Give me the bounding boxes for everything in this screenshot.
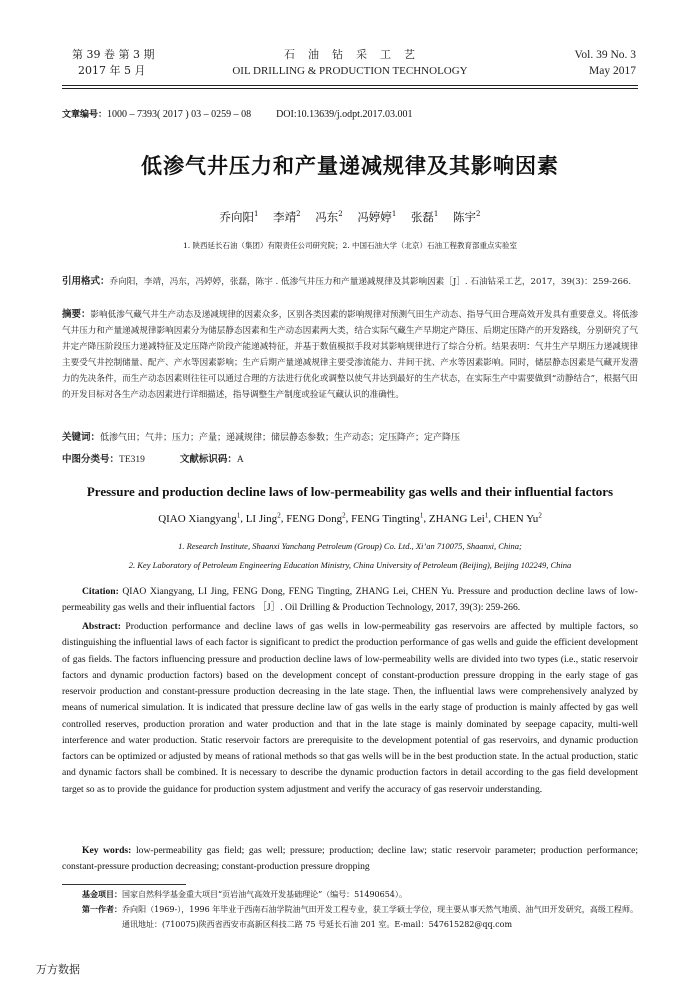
- abstract-cn-label: 摘要：: [62, 309, 91, 320]
- date-en: May 2017: [589, 65, 636, 77]
- author-cn: 冯东$^2$: [315, 210, 343, 224]
- footnote-fund: [62, 887, 638, 902]
- keywords-en-text: low-permeability gas field; gas well; pressure; production; decline law; static reservoir parameter; production performance; constant-pressure production decreasing; constant-production pressure dropping: [62, 845, 638, 873]
- author-en: FENG Tingting$^1$: [351, 511, 424, 525]
- author-en: QIAO Xiangyang$^1$: [158, 511, 241, 525]
- classification-cn: [62, 452, 244, 468]
- citation-cn-label: 引用格式：: [62, 276, 110, 287]
- author-cn: 乔向阳$^1$: [219, 210, 259, 224]
- journal-name-cn: 石 油 钻 采 工 艺: [284, 48, 416, 61]
- doc-code-value: A: [236, 455, 244, 465]
- clc-value: TE319: [119, 455, 145, 465]
- first-author-text: 乔向阳（1969-），1996 年毕业于西南石油学院油气田开发工程专业，获工学硕士学位，现主要从事天然气地质、油气田开发研究，高级工程师。通讯地址：(710075)陕西省西安市高新区科技二路 75 号延长石油 201 室。E-mail：547615282@qq.com: [122, 905, 638, 929]
- footnote-rule: [62, 884, 186, 885]
- first-author-label: 第一作者：: [82, 905, 122, 914]
- clc-label: 中图分类号：: [62, 454, 120, 465]
- affiliation-cn: 1. 陕西延长石油（集团）有限责任公司研究院；2. 中国石油大学（北京）石油工程教育部重点实验室: [182, 241, 518, 250]
- header-rule-thin: [62, 88, 638, 89]
- journal-name: [200, 47, 500, 79]
- doi: DOI:10.13639/j.odpt.2017.03.001: [276, 109, 413, 120]
- doc-code-label: 文献标识码：: [179, 454, 237, 465]
- citation-en: [62, 584, 638, 616]
- authors-en: QIAO Xiangyang$^1$, LI Jing$^2$, FENG Dong$^2$, FENG Tingting$^1$, ZHANG Lei$^1$, CHEN Yu$^2$: [158, 511, 542, 525]
- keywords-en-label: Key words:: [82, 845, 132, 856]
- affiliation-en-line: 2. Key Laboratory of Petroleum Engineering Education Ministry, China University of Petroleum (Beijing), Beijing 102249, China: [128, 560, 572, 570]
- watermark: 万方数据: [36, 963, 80, 976]
- abstract-cn-text: 影响低渗气藏气井生产动态及递减规律的因素众多，区别各类因素的影响规律对预测气田生产动态、指导气田合理高效开发具有重要意义。将低渗气井压力和产量递减规律影响因素分为储层静态因素和生产动态因素两大类，结合实际气藏生产早期定产降压、后期定压降产的开发路线，分别研究了气井定产降压阶段压力递减特征及定压降产阶段产能递减特征，并基于数值模拟手段对其影响规律进行了综合分析。结果表明：气井生产早期压力递减规律主要受气井控制储量、配产、产水等因素影响；生产后期产量递减规律主要受渗流能力、井间干扰、产水等因素影响。同时，储层静态因素是气藏开发潜力的先决条件，而生产动态因素则往往可以通过合理的方法进行优化或调整以使气井达到最好的生产状态，在实际生产中需要做到“动静结合”，根据气田的开发目标对各生产动态因素进行详细描述，指导调整生产制度或验证气藏认识的准确性。: [62, 310, 638, 400]
- volume-issue-cn: [72, 47, 154, 79]
- footnote-author: [62, 902, 638, 932]
- abstract-en-text: Production performance and decline laws of gas wells in low-permeability gas reservoirs are affected by multiple factors, so distinguishing the influential laws of each factor is significant to predict the production performance of gas wells and guide the efficient development of gas fields. The factors influencing pressure and production decline laws of low-permeability wells are divided into two types (i.e., static reservoir factors and dynamic production factors) based on the development concept of constant-production pressure dropping in the early stage of gas reservoir production and constant-pressure production decreasing in the late stage. Then, the influential laws were comprehensively analyzed by means of numerical simulation. It is indicated that pressure decline law of gas wells in the early stage of production is mainly affected by gas well controlled reserves, production proration and water production and that in the late stage is mainly dominated by seepage capacity, multi-well interference and water production. Static reservoir factors are prerequisite to the development potential of gas reservoirs, and dynamic production factors can be optimized or adjusted by means of rational methods so that gas wells will be in the best production state. In the actual production, static and dynamic factors shall be combined. It is necessary to describe the dynamic production factors in detail according to the gas field development target so as to provide the guidance for production system adjustment and verify the accuracy of gas reservoir understanding.: [62, 621, 639, 795]
- author-cn: 李靖$^2$: [273, 210, 301, 224]
- article-meta: [62, 108, 412, 122]
- volume-en: Vol. 39 No. 3: [574, 49, 636, 61]
- author-en: CHEN Yu$^2$: [493, 511, 542, 525]
- abstract-en: [62, 619, 638, 798]
- citation-en-text: QIAO Xiangyang, LI Jing, FENG Dong, FENG Tingting, ZHANG Lei, CHEN Yu. Pressure and production decline laws of low-permeability gas wells and their influential factors ［J］. Oil Drilling & Production Technology, 2017, 39(3): 259-266.: [62, 586, 638, 614]
- author-en: FENG Dong$^2$: [286, 511, 346, 525]
- author-cn: 张磊$^1$: [410, 210, 439, 224]
- affiliation-en-line: 1. Research Institute, Shaanxi Yanchang Petroleum (Group) Co. Ltd., Xi’an 710075, Shaanxi, China;: [178, 541, 522, 551]
- article-no: 1000 – 7393( 2017 ) 03 – 0259 – 08: [107, 109, 252, 120]
- abstract-en-label: Abstract:: [82, 621, 121, 632]
- header-rule-thick: [62, 85, 638, 86]
- title-en: Pressure and production decline laws of low-permeability gas wells and their influential factors: [86, 484, 614, 499]
- fund-label: 基金项目：: [82, 890, 122, 899]
- article-no-label: 文章编号：: [62, 110, 108, 120]
- citation-cn: [62, 274, 638, 290]
- keywords-cn-text: 低渗气田；气井；压力；产量；递减规律；储层静态参数；生产动态；定压降产；定产降压: [100, 433, 461, 443]
- affiliation-en: [0, 537, 700, 575]
- author-en: ZHANG Lei$^1$: [428, 511, 489, 525]
- authors-cn: [0, 209, 700, 225]
- author-cn: 陈宇$^2$: [453, 210, 481, 224]
- journal-name-en: OIL DRILLING & PRODUCTION TECHNOLOGY: [232, 65, 468, 77]
- title-cn: 低渗气井压力和产量递减规律及其影响因素: [141, 154, 559, 178]
- citation-en-label: Citation:: [82, 586, 119, 597]
- keywords-en: [62, 843, 638, 875]
- volume-cn: 第 39 卷 第 3 期: [72, 48, 155, 61]
- date-cn: 2017 年 5 月: [78, 64, 146, 77]
- keywords-cn: [62, 430, 638, 446]
- keywords-cn-label: 关键词：: [62, 432, 101, 443]
- author-cn: 冯婷婷$^1$: [357, 210, 397, 224]
- author-en: LI Jing$^2$: [245, 511, 281, 525]
- volume-issue-en: [575, 47, 636, 79]
- citation-cn-text: 乔向阳，李靖，冯东，冯婷婷，张磊，陈宇 . 低渗气井压力和产量递减规律及其影响因素［J］. 石油钻采工艺，2017，39(3)：259-266.: [109, 277, 632, 287]
- fund-text: 国家自然科学基金重大项目“页岩油气高效开发基础理论”（编号：51490654）。: [122, 890, 407, 899]
- abstract-cn: [62, 307, 638, 403]
